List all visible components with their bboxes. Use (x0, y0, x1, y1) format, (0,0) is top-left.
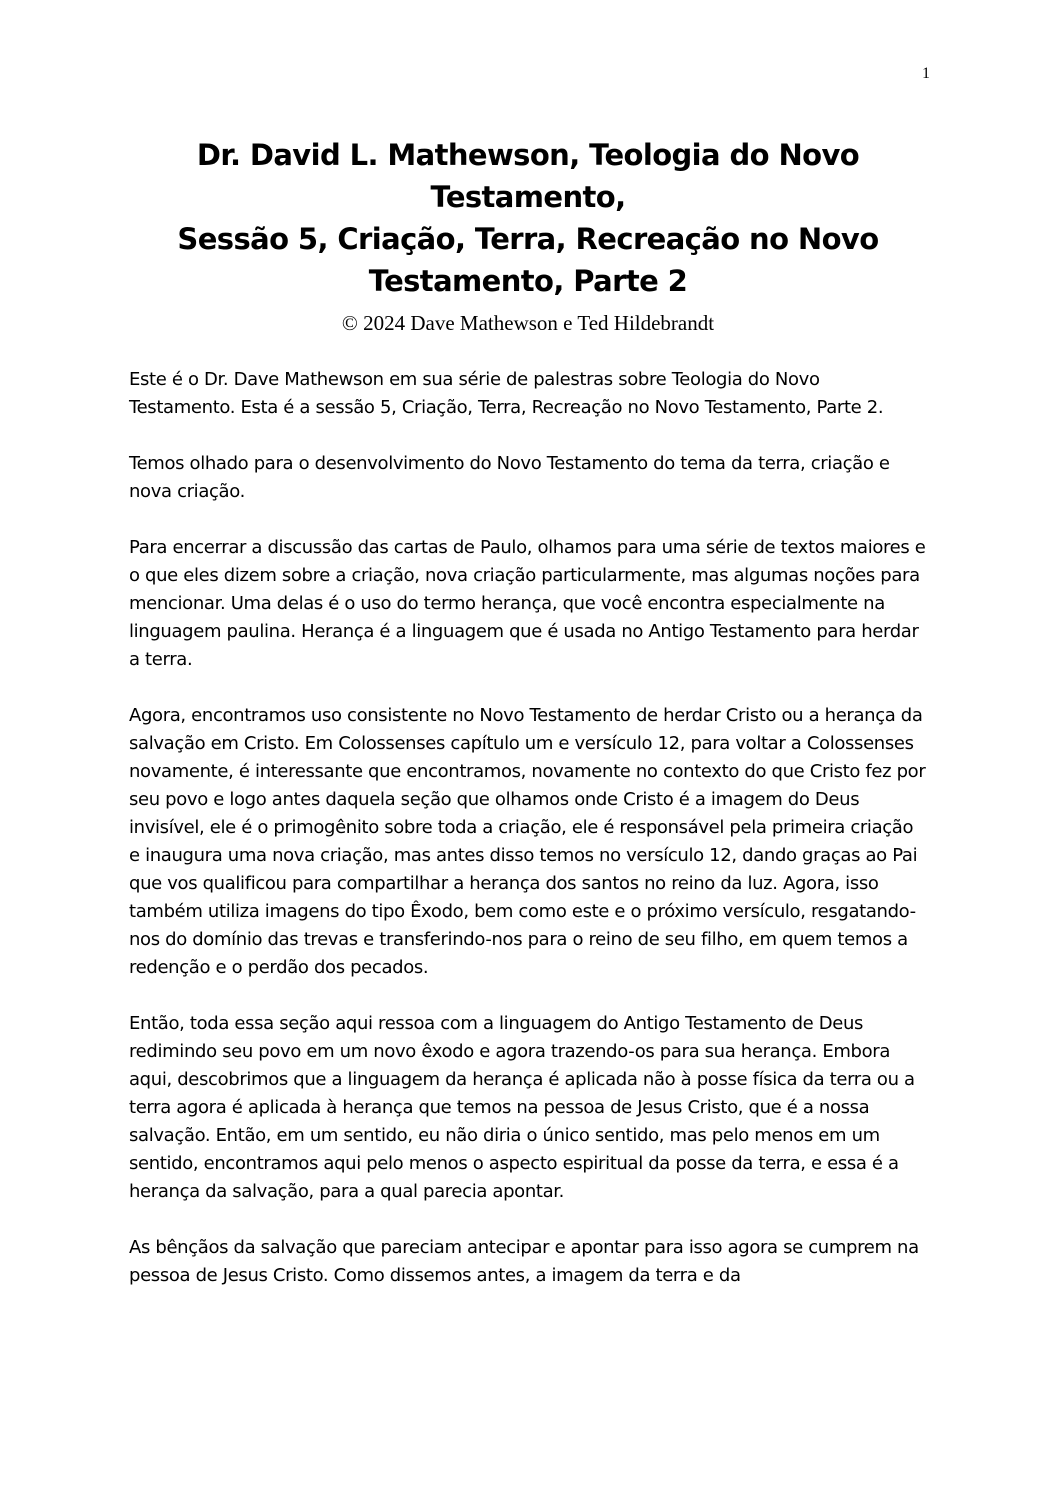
document-title (128, 134, 928, 302)
title-line: Testamento, Parte 2 (368, 264, 688, 298)
document-body (129, 366, 929, 1318)
paragraph: Este é o Dr. Dave Mathewson em sua série de palestras sobre Teologia do Novo Testamento. Esta é a sessão 5, Criação, Terra, Recreação no Novo Testamento, Parte 2. (129, 369, 884, 418)
page-number: 1 (922, 65, 930, 82)
paragraph: Temos olhado para o desenvolvimento do Novo Testamento do tema da terra, criação e nova criação. (129, 453, 890, 502)
paragraph: Então, toda essa seção aqui ressoa com a linguagem do Antigo Testamento de Deus redimindo seu povo em um novo êxodo e agora trazendo-os para sua herança. Embora aqui, descobrimos que a linguagem da herança é aplicada não à posse física da terra ou a terra agora é aplicada à herança que temos na pessoa de Jesus Cristo, que é a nossa salvação. Então, em um sentido, eu não diria o único sentido, mas pelo menos em um sentido, encontramos aqui pelo menos o aspecto espiritual da posse da terra, e essa é a herança da salvação, para a qual parecia apontar. (129, 1013, 915, 1202)
title-line: Dr. David L. Mathewson, Teologia do Novo (196, 138, 860, 172)
paragraph: Agora, encontramos uso consistente no Novo Testamento de herdar Cristo ou a herança da salvação em Cristo. Em Colossenses capítulo um e versículo 12, para voltar a Colossenses novamente, é interessante que encontramos, novamente no contexto do que Cristo fez por seu povo e logo antes daquela seção que olhamos onde Cristo é a imagem do Deus invisível, ele é o primogênito sobre toda a criação, ele é responsável pela primeira criação e inaugura uma nova criação, mas antes disso temos no versículo 12, dando graças ao Pai que vos qualificou para compartilhar a herança dos santos no reino da luz. Agora, isso também utiliza imagens do tipo Êxodo, bem como este e o próximo versículo, resgatando-nos do domínio das trevas e transferindo-nos para o reino de seu filho, em quem temos a redenção e o perdão dos pecados. (129, 705, 926, 978)
paragraph: As bênçãos da salvação que pareciam antecipar e apontar para isso agora se cumprem na pessoa de Jesus Cristo. Como dissemos antes, a imagem da terra e da (129, 1237, 919, 1286)
title-line: Testamento, (430, 180, 626, 214)
copyright-notice: © 2024 Dave Mathewson e Ted Hildebrandt (341, 311, 715, 335)
title-line: Sessão 5, Criação, Terra, Recreação no Novo (177, 222, 879, 256)
paragraph: Para encerrar a discussão das cartas de Paulo, olhamos para uma série de textos maiores e o que eles dizem sobre a criação, nova criação particularmente, mas algumas noções para mencionar. Uma delas é o uso do termo herança, que você encontra especialmente na linguagem paulina. Herança é a linguagem que é usada no Antigo Testamento para herdar a terra. (129, 537, 926, 670)
